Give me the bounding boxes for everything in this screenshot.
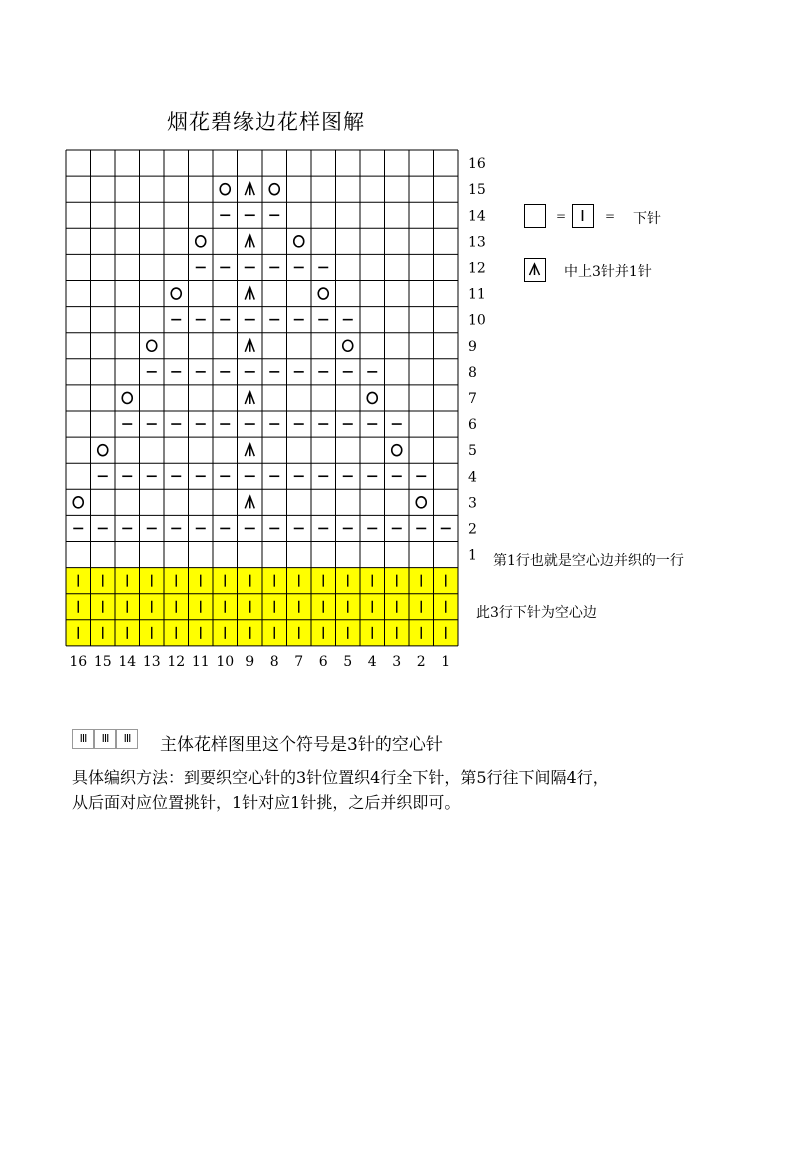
row-label: 7 [468, 390, 477, 407]
row-label: 3 [468, 495, 477, 512]
vertical-bar-icon [573, 205, 592, 226]
legend-equals: = [556, 209, 567, 223]
legend-bar-box [572, 204, 594, 228]
yarn-over-icon [196, 236, 206, 247]
yarn-over-icon [122, 392, 132, 403]
center-decrease-icon [525, 259, 544, 280]
yarn-over-icon [318, 288, 328, 299]
mini-cell: III [72, 729, 94, 749]
row-label: 6 [468, 417, 477, 434]
column-label: 16 [69, 653, 88, 670]
row1-note: 第1行也就是空心边并织的一行 [493, 553, 684, 569]
column-label: 8 [269, 653, 279, 670]
column-label: 10 [216, 653, 235, 670]
row-label: 9 [468, 338, 477, 355]
column-label: 6 [318, 653, 328, 670]
row-label: 10 [468, 312, 486, 329]
yarn-over-icon [98, 445, 108, 456]
row-label: 14 [468, 208, 486, 225]
yarn-over-icon [73, 497, 83, 508]
method-line-2: 从后面对应位置挑针，1针对应1针挑，之后并织即可。 [72, 793, 461, 812]
column-label: 15 [93, 653, 112, 670]
row-label: 13 [468, 234, 486, 251]
column-label: 1 [441, 653, 451, 670]
row-label: 15 [468, 182, 486, 199]
column-label: 3 [392, 653, 402, 670]
yarn-over-icon [294, 236, 304, 247]
yarn-over-icon [343, 340, 353, 351]
mini-cell: III [94, 729, 116, 749]
yarn-over-icon [220, 184, 230, 195]
mini-cell: III [116, 729, 138, 749]
row-label: 4 [468, 469, 477, 486]
yarn-over-icon [367, 392, 377, 403]
column-label: 2 [416, 653, 426, 670]
row-label: 1 [468, 547, 477, 564]
row-label: 11 [468, 286, 486, 303]
row-label: 16 [468, 156, 486, 173]
hollow-stitch-symbol [72, 729, 138, 749]
column-label: 7 [294, 653, 304, 670]
legend-decrease-label: 中上3针并1针 [564, 264, 652, 280]
page-title: 烟花碧缘边花样图解 [167, 110, 365, 134]
legend-blank-box [524, 204, 546, 228]
yarn-over-icon [392, 445, 402, 456]
legend-equals-2: = [605, 209, 616, 223]
legend-decrease-box [524, 258, 546, 282]
yarn-over-icon [416, 497, 426, 508]
yarn-over-icon [171, 288, 181, 299]
row-label: 8 [468, 364, 477, 381]
row-label: 2 [468, 521, 477, 538]
method-line-1: 具体编织方法：到要织空心针的3针位置织4行全下针，第5行往下间隔4行， [72, 768, 609, 787]
yarn-over-icon [269, 184, 279, 195]
yarn-over-icon [147, 340, 157, 351]
hollow-stitch-caption: 主体花样图里这个符号是3针的空心针 [160, 735, 443, 755]
column-label: 13 [142, 653, 161, 670]
column-label: 5 [343, 653, 353, 670]
row-label: 12 [468, 260, 486, 277]
column-label: 11 [191, 653, 210, 670]
column-label: 9 [245, 653, 255, 670]
hem-note: 此3行下针为空心边 [476, 605, 597, 621]
row-label: 5 [468, 443, 477, 460]
legend-knit-label: 下针 [633, 211, 661, 227]
column-label: 12 [167, 653, 186, 670]
column-label: 4 [367, 653, 377, 670]
column-label: 14 [118, 653, 137, 670]
